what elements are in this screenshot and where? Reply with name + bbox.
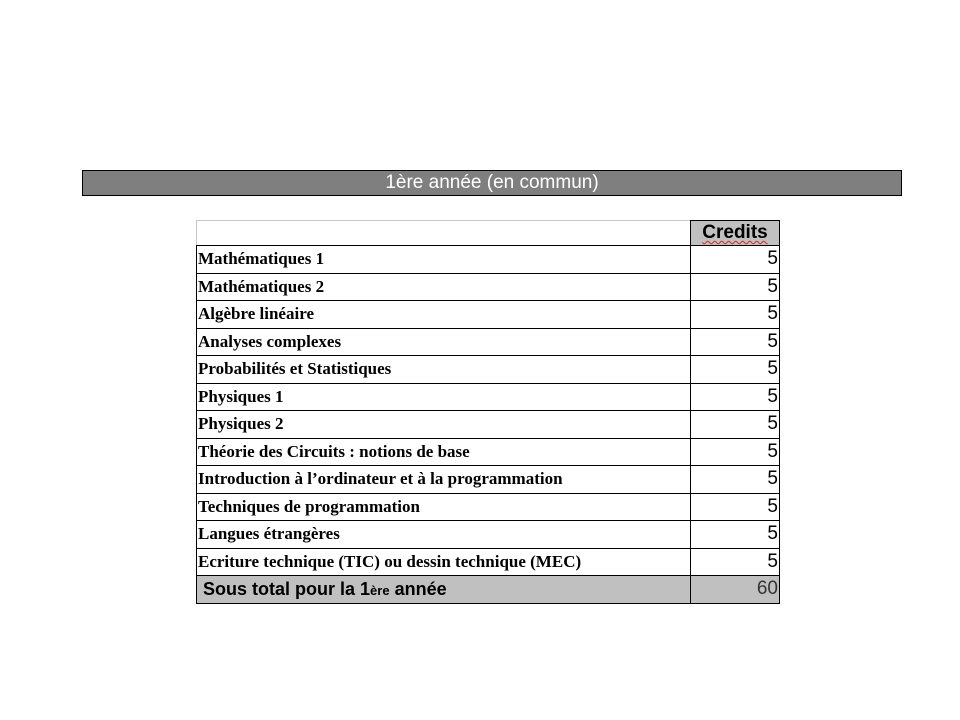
course-credits: 5 [691,521,780,549]
course-credits: 5 [691,246,780,274]
course-credits: 5 [691,493,780,521]
section-title-banner [82,170,902,196]
table-row [197,273,780,301]
course-credits: 5 [691,383,780,411]
table-row [197,356,780,384]
table-row [197,246,780,274]
course-name: Physiques 2 [197,411,691,439]
table-row [197,301,780,329]
course-credits: 5 [691,548,780,576]
credits-column-header [691,221,780,246]
subtotal-value: 60 [691,576,780,604]
table-row [197,466,780,494]
table-row [197,493,780,521]
course-name: Techniques de programmation [197,493,691,521]
course-credits: 5 [691,328,780,356]
course-credits: 5 [691,356,780,384]
table-row [197,383,780,411]
course-name: Mathématiques 1 [197,246,691,274]
subtotal-label-suffix: année [389,578,447,599]
subtotal-label [197,576,691,604]
table-row [197,438,780,466]
course-name: Algèbre linéaire [197,301,691,329]
course-name: Ecriture technique (TIC) ou dessin technique (MEC) [197,548,691,576]
course-name: Langues étrangères [197,521,691,549]
course-name: Physiques 1 [197,383,691,411]
credits-table [196,220,780,604]
subtotal-row [197,576,780,604]
section-title: 1ère année (en commun) [385,172,599,193]
table-row [197,328,780,356]
table-header-row [197,221,780,246]
course-credits: 5 [691,438,780,466]
course-credits: 5 [691,411,780,439]
table-row [197,411,780,439]
course-credits: 5 [691,466,780,494]
course-name: Analyses complexes [197,328,691,356]
subtotal-label-superscript: ère [370,582,390,598]
header-empty-cell [197,221,691,246]
table-row [197,548,780,576]
subtotal-label-prefix: Sous total pour la 1 [203,578,371,599]
course-name: Probabilités et Statistiques [197,356,691,384]
course-credits: 5 [691,301,780,329]
course-name: Introduction à l’ordinateur et à la programmation [197,466,691,494]
course-name: Mathématiques 2 [197,273,691,301]
credits-header-label: Credits [702,222,768,243]
course-name: Théorie des Circuits : notions de base [197,438,691,466]
table-row [197,521,780,549]
course-credits: 5 [691,273,780,301]
